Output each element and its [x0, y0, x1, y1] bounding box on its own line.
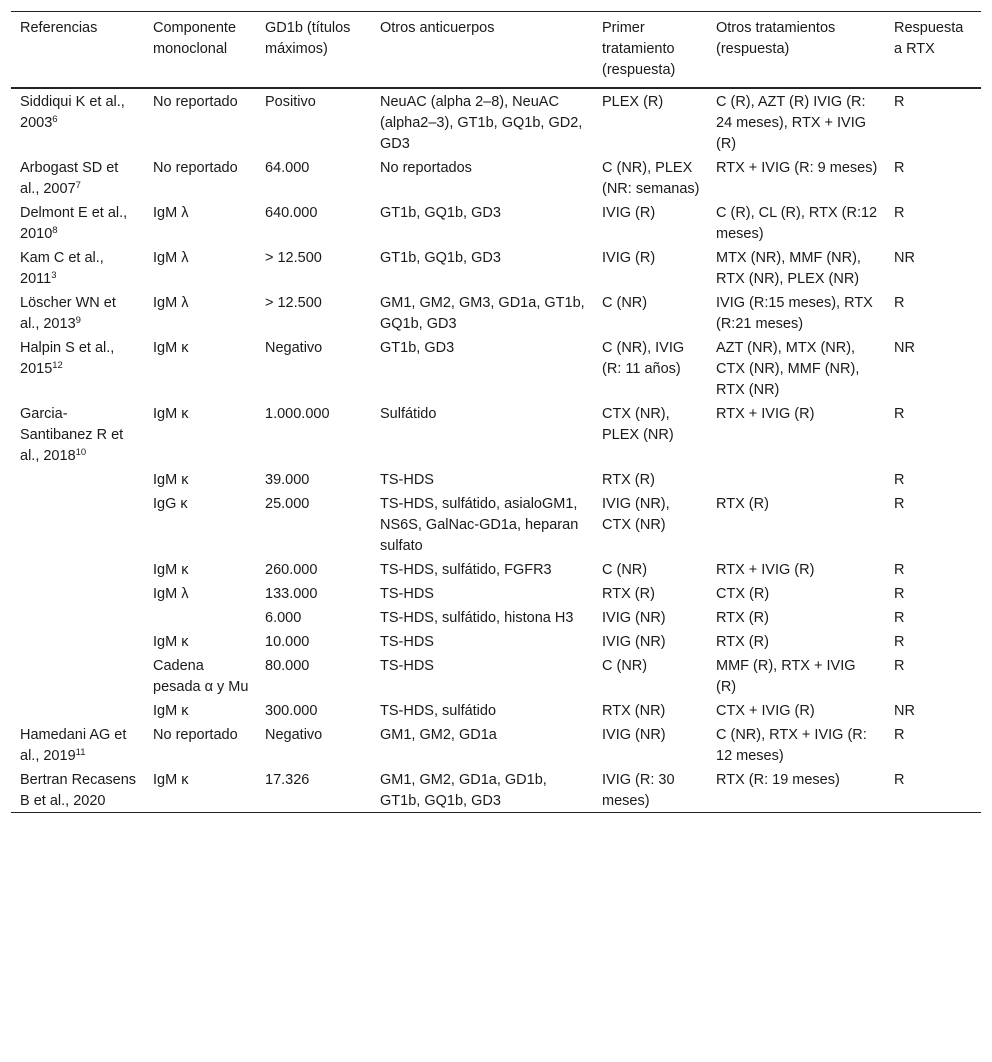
cell-referencia [11, 491, 144, 557]
cell-gd1b [256, 290, 371, 335]
cell-respuesta-rtx-text: NR [894, 250, 915, 266]
cell-primer-tratamiento [593, 335, 707, 401]
cell-otros-anticuerpos [371, 722, 593, 767]
cell-otros-tratamientos [707, 491, 885, 557]
cell-componente-text: IgM κ [153, 703, 189, 719]
table-row [11, 200, 981, 245]
cell-respuesta-rtx-text: R [894, 658, 905, 674]
cell-otros-anticuerpos-text: GM1, GM2, GD1a, GD1b, GT1b, GQ1b, GD3 [380, 772, 547, 809]
cell-otros-tratamientos [707, 581, 885, 605]
cell-referencia [11, 581, 144, 605]
header-componente: Componente monoclonal [153, 20, 237, 57]
cell-respuesta-rtx [885, 245, 981, 290]
cell-otros-anticuerpos-text: TS-HDS, sulfátido, asialoGM1, NS6S, GalNac-GD1a, heparan sulfato [380, 496, 579, 554]
cell-gd1b-text: 25.000 [265, 496, 310, 512]
cell-respuesta-rtx [885, 581, 981, 605]
cell-otros-anticuerpos-text: GM1, GM2, GM3, GD1a, GT1b, GQ1b, GD3 [380, 295, 585, 332]
cell-otros-tratamientos-text: CTX + IVIG (R) [716, 703, 815, 719]
cell-primer-tratamiento-text: C (NR) [602, 658, 648, 674]
table-row [11, 290, 981, 335]
cell-respuesta-rtx [885, 290, 981, 335]
cell-otros-anticuerpos-text: TS-HDS [380, 658, 434, 674]
cell-otros-tratamientos [707, 245, 885, 290]
cell-componente-text: No reportado [153, 727, 238, 743]
cell-gd1b [256, 581, 371, 605]
cell-respuesta-rtx [885, 401, 981, 467]
cell-respuesta-rtx [885, 155, 981, 200]
cell-otros-anticuerpos [371, 629, 593, 653]
cell-respuesta-rtx-text: R [894, 772, 905, 788]
cell-otros-tratamientos [707, 290, 885, 335]
cell-otros-tratamientos-text: C (R), AZT (R) IVIG (R: 24 meses), RTX + IVIG (R) [716, 94, 867, 152]
cell-primer-tratamiento [593, 401, 707, 467]
table-row [11, 722, 981, 767]
cell-referencia [11, 605, 144, 629]
cell-respuesta-rtx-text: R [894, 610, 905, 626]
cell-primer-tratamiento [593, 290, 707, 335]
cell-otros-anticuerpos-text: GT1b, GQ1b, GD3 [380, 205, 501, 221]
cell-referencia [11, 698, 144, 722]
cell-otros-tratamientos-text: C (NR), RTX + IVIG (R: 12 meses) [716, 727, 867, 764]
cell-otros-tratamientos-text: RTX + IVIG (R: 9 meses) [716, 160, 878, 176]
cell-gd1b-text: 260.000 [265, 562, 318, 578]
cell-primer-tratamiento-text: IVIG (R) [602, 250, 656, 266]
cell-gd1b-text: 10.000 [265, 634, 310, 650]
cell-respuesta-rtx [885, 557, 981, 581]
cell-gd1b-text: 17.326 [265, 772, 310, 788]
cell-otros-anticuerpos-text: No reportados [380, 160, 472, 176]
cell-otros-tratamientos-text: RTX (R) [716, 610, 769, 626]
cell-componente [144, 653, 256, 698]
cell-respuesta-rtx-text: R [894, 94, 905, 110]
references-table [11, 11, 981, 813]
cell-otros-anticuerpos [371, 335, 593, 401]
cell-respuesta-rtx-text: R [894, 586, 905, 602]
cell-respuesta-rtx [885, 698, 981, 722]
cell-gd1b-text: 640.000 [265, 205, 318, 221]
cell-gd1b [256, 605, 371, 629]
cell-otros-tratamientos [707, 335, 885, 401]
table-row [11, 557, 981, 581]
cell-respuesta-rtx-text: NR [894, 703, 915, 719]
cell-otros-anticuerpos-text: TS-HDS [380, 586, 434, 602]
cell-gd1b-text: Negativo [265, 727, 323, 743]
cell-respuesta-rtx [885, 200, 981, 245]
cell-otros-anticuerpos [371, 200, 593, 245]
cell-respuesta-rtx-text: R [894, 205, 905, 221]
cell-primer-tratamiento [593, 629, 707, 653]
cell-gd1b [256, 401, 371, 467]
cell-gd1b [256, 335, 371, 401]
reference-number: 7 [75, 180, 81, 191]
cell-gd1b-text: Positivo [265, 94, 316, 110]
cell-componente-text: No reportado [153, 160, 238, 176]
cell-primer-tratamiento-text: IVIG (R: 30 meses) [602, 772, 675, 809]
cell-primer-tratamiento [593, 557, 707, 581]
cell-otros-tratamientos [707, 88, 885, 155]
cell-gd1b-text: 6.000 [265, 610, 302, 626]
cell-referencia [11, 290, 144, 335]
cell-primer-tratamiento [593, 605, 707, 629]
cell-componente [144, 401, 256, 467]
cell-gd1b [256, 245, 371, 290]
cell-otros-anticuerpos-text: GT1b, GD3 [380, 340, 455, 356]
cell-componente [144, 335, 256, 401]
cell-otros-anticuerpos [371, 605, 593, 629]
cell-referencia-text: Löscher WN et al., 2013 [20, 295, 116, 332]
cell-otros-anticuerpos [371, 245, 593, 290]
cell-primer-tratamiento-text: IVIG (NR) [602, 727, 666, 743]
cell-gd1b [256, 722, 371, 767]
cell-otros-tratamientos [707, 557, 885, 581]
cell-respuesta-rtx [885, 629, 981, 653]
cell-otros-tratamientos-text: IVIG (R:15 meses), RTX (R:21 meses) [716, 295, 873, 332]
cell-otros-tratamientos-text: MTX (NR), MMF (NR), RTX (NR), PLEX (NR) [716, 250, 861, 287]
table-header [11, 12, 981, 89]
cell-primer-tratamiento-text: PLEX (R) [602, 94, 664, 110]
cell-referencia [11, 629, 144, 653]
cell-primer-tratamiento-text: C (NR) [602, 562, 648, 578]
cell-primer-tratamiento-text: IVIG (NR), CTX (NR) [602, 496, 670, 533]
cell-otros-anticuerpos-text: TS-HDS [380, 472, 434, 488]
table-row [11, 335, 981, 401]
cell-referencia-text: Halpin S et al., 2015 [20, 340, 115, 377]
cell-gd1b [256, 557, 371, 581]
cell-otros-anticuerpos-text: GM1, GM2, GD1a [380, 727, 497, 743]
cell-primer-tratamiento [593, 200, 707, 245]
cell-gd1b-text: 39.000 [265, 472, 310, 488]
cell-referencia-text: Kam C et al., 2011 [20, 250, 104, 287]
cell-otros-anticuerpos-text: TS-HDS, sulfátido, FGFR3 [380, 562, 552, 578]
table-row [11, 491, 981, 557]
cell-componente-text: IgM λ [153, 295, 189, 311]
table-row [11, 401, 981, 467]
reference-number: 10 [75, 447, 87, 458]
cell-respuesta-rtx [885, 722, 981, 767]
cell-componente [144, 88, 256, 155]
cell-otros-anticuerpos-text: GT1b, GQ1b, GD3 [380, 250, 501, 266]
cell-otros-tratamientos-text: RTX (R) [716, 634, 769, 650]
cell-referencia-text: Garcia-Santibanez R et al., 2018 [20, 406, 124, 464]
cell-componente [144, 698, 256, 722]
cell-primer-tratamiento-text: C (NR) [602, 295, 648, 311]
cell-gd1b-text: 64.000 [265, 160, 310, 176]
table-row [11, 629, 981, 653]
cell-referencia [11, 722, 144, 767]
cell-otros-tratamientos [707, 401, 885, 467]
cell-respuesta-rtx-text: R [894, 634, 905, 650]
table-row [11, 467, 981, 491]
cell-componente [144, 155, 256, 200]
cell-respuesta-rtx-text: R [894, 727, 905, 743]
cell-referencia [11, 467, 144, 491]
cell-componente-text: IgM κ [153, 772, 189, 788]
table-row [11, 88, 981, 155]
cell-respuesta-rtx [885, 767, 981, 813]
cell-referencia [11, 200, 144, 245]
cell-gd1b [256, 200, 371, 245]
cell-primer-tratamiento [593, 155, 707, 200]
cell-gd1b [256, 653, 371, 698]
cell-primer-tratamiento [593, 88, 707, 155]
cell-referencia-text: Bertran Recasens B et al., 2020 [20, 772, 137, 809]
reference-number: 6 [52, 114, 58, 125]
cell-otros-anticuerpos [371, 767, 593, 813]
cell-otros-anticuerpos-text: TS-HDS, sulfátido, histona H3 [380, 610, 574, 626]
cell-respuesta-rtx-text: R [894, 160, 905, 176]
cell-primer-tratamiento [593, 245, 707, 290]
reference-number: 3 [51, 270, 57, 281]
reference-number: 11 [75, 747, 86, 758]
cell-primer-tratamiento-text: CTX (NR), PLEX (NR) [602, 406, 674, 443]
cell-componente [144, 605, 256, 629]
cell-gd1b [256, 491, 371, 557]
reference-number: 9 [75, 315, 81, 326]
cell-otros-anticuerpos [371, 581, 593, 605]
cell-componente-text: IgM κ [153, 406, 189, 422]
cell-primer-tratamiento [593, 467, 707, 491]
cell-primer-tratamiento [593, 653, 707, 698]
cell-otros-tratamientos-text: AZT (NR), MTX (NR), CTX (NR), MMF (NR), RTX (NR) [716, 340, 860, 398]
cell-gd1b [256, 155, 371, 200]
table-row [11, 581, 981, 605]
cell-referencia [11, 767, 144, 813]
cell-otros-anticuerpos [371, 88, 593, 155]
header-otros-tratamientos: Otros tratamientos (respuesta) [716, 20, 836, 57]
cell-componente-text: IgM κ [153, 340, 189, 356]
cell-otros-tratamientos-text: RTX + IVIG (R) [716, 562, 815, 578]
cell-referencia [11, 401, 144, 467]
cell-otros-anticuerpos-text: TS-HDS, sulfátido [380, 703, 497, 719]
reference-number: 12 [52, 360, 63, 371]
cell-respuesta-rtx-text: R [894, 406, 905, 422]
cell-referencia-text: Hamedani AG et al., 2019 [20, 727, 127, 764]
cell-referencia [11, 245, 144, 290]
cell-respuesta-rtx-text: R [894, 295, 905, 311]
cell-gd1b-text: 300.000 [265, 703, 318, 719]
cell-primer-tratamiento [593, 491, 707, 557]
cell-respuesta-rtx [885, 467, 981, 491]
cell-componente [144, 722, 256, 767]
cell-componente-text: No reportado [153, 94, 238, 110]
cell-respuesta-rtx-text: NR [894, 340, 915, 356]
cell-referencia [11, 335, 144, 401]
cell-otros-tratamientos [707, 200, 885, 245]
cell-otros-tratamientos [707, 722, 885, 767]
cell-otros-tratamientos-text: RTX (R: 19 meses) [716, 772, 840, 788]
cell-componente [144, 557, 256, 581]
cell-componente-text: IgM λ [153, 586, 189, 602]
cell-respuesta-rtx-text: R [894, 496, 905, 512]
cell-componente [144, 245, 256, 290]
table-row [11, 767, 981, 813]
cell-otros-anticuerpos [371, 653, 593, 698]
cell-componente [144, 767, 256, 813]
cell-componente [144, 290, 256, 335]
cell-otros-tratamientos [707, 605, 885, 629]
cell-otros-anticuerpos [371, 155, 593, 200]
table-row [11, 653, 981, 698]
header-referencias: Referencias [20, 20, 98, 36]
cell-primer-tratamiento-text: C (NR), PLEX (NR: semanas) [602, 160, 700, 197]
cell-otros-anticuerpos [371, 290, 593, 335]
header-row [11, 12, 981, 89]
cell-otros-tratamientos [707, 698, 885, 722]
cell-primer-tratamiento [593, 698, 707, 722]
cell-componente [144, 629, 256, 653]
cell-otros-anticuerpos-text: NeuAC (alpha 2–8), NeuAC (alpha2–3), GT1b, GQ1b, GD2, GD3 [380, 94, 583, 152]
cell-otros-anticuerpos [371, 698, 593, 722]
cell-gd1b-text: > 12.500 [265, 295, 322, 311]
cell-primer-tratamiento-text: RTX (R) [602, 586, 655, 602]
cell-otros-anticuerpos [371, 557, 593, 581]
cell-referencia-text: Delmont E et al., 2010 [20, 205, 128, 242]
table-row [11, 245, 981, 290]
cell-componente [144, 581, 256, 605]
cell-primer-tratamiento [593, 767, 707, 813]
header-otros-anticuerpos: Otros anticuerpos [380, 20, 495, 36]
cell-respuesta-rtx-text: R [894, 472, 905, 488]
cell-gd1b [256, 698, 371, 722]
cell-otros-tratamientos [707, 767, 885, 813]
cell-componente-text: IgM λ [153, 250, 189, 266]
header-respuesta-rtx: Respuesta a RTX [894, 20, 964, 57]
cell-componente-text: IgM κ [153, 634, 189, 650]
cell-componente-text: IgM κ [153, 562, 189, 578]
cell-referencia-text: Siddiqui K et al., 2003 [20, 94, 125, 131]
cell-otros-tratamientos-text: C (R), CL (R), RTX (R:12 meses) [716, 205, 878, 242]
cell-componente [144, 491, 256, 557]
cell-otros-tratamientos [707, 629, 885, 653]
cell-componente-text: IgM κ [153, 472, 189, 488]
cell-otros-tratamientos-text: MMF (R), RTX + IVIG (R) [716, 658, 856, 695]
cell-respuesta-rtx [885, 491, 981, 557]
cell-otros-tratamientos [707, 155, 885, 200]
cell-primer-tratamiento-text: IVIG (R) [602, 205, 656, 221]
cell-referencia [11, 557, 144, 581]
cell-gd1b [256, 629, 371, 653]
cell-primer-tratamiento [593, 581, 707, 605]
cell-respuesta-rtx [885, 605, 981, 629]
cell-otros-tratamientos [707, 653, 885, 698]
cell-otros-tratamientos [707, 467, 885, 491]
cell-respuesta-rtx [885, 335, 981, 401]
reference-number: 8 [52, 225, 58, 236]
cell-gd1b [256, 88, 371, 155]
cell-gd1b-text: 133.000 [265, 586, 318, 602]
table-row [11, 698, 981, 722]
cell-respuesta-rtx [885, 88, 981, 155]
cell-primer-tratamiento-text: IVIG (NR) [602, 634, 666, 650]
cell-otros-tratamientos-text: RTX (R) [716, 496, 769, 512]
cell-gd1b-text: 80.000 [265, 658, 310, 674]
cell-primer-tratamiento-text: IVIG (NR) [602, 610, 666, 626]
header-primer-tratamiento: Primer tratamiento (respuesta) [602, 20, 676, 78]
cell-gd1b-text: > 12.500 [265, 250, 322, 266]
cell-referencia [11, 88, 144, 155]
cell-gd1b [256, 767, 371, 813]
cell-respuesta-rtx-text: R [894, 562, 905, 578]
cell-primer-tratamiento [593, 722, 707, 767]
cell-referencia [11, 653, 144, 698]
cell-componente-text: Cadena pesada α y Mu [153, 658, 249, 695]
cell-gd1b-text: 1.000.000 [265, 406, 330, 422]
table-row [11, 155, 981, 200]
cell-otros-anticuerpos [371, 491, 593, 557]
cell-primer-tratamiento-text: RTX (R) [602, 472, 655, 488]
cell-gd1b [256, 467, 371, 491]
cell-otros-anticuerpos-text: TS-HDS [380, 634, 434, 650]
table-body [11, 88, 981, 813]
cell-componente-text: IgM λ [153, 205, 189, 221]
cell-referencia [11, 155, 144, 200]
table-row [11, 605, 981, 629]
header-gd1b: GD1b (títulos máximos) [265, 20, 351, 57]
cell-gd1b-text: Negativo [265, 340, 323, 356]
cell-otros-tratamientos-text: RTX + IVIG (R) [716, 406, 815, 422]
cell-otros-anticuerpos [371, 467, 593, 491]
cell-otros-tratamientos-text: CTX (R) [716, 586, 770, 602]
cell-primer-tratamiento-text: C (NR), IVIG (R: 11 años) [602, 340, 685, 377]
cell-componente-text: IgG κ [153, 496, 188, 512]
cell-otros-anticuerpos-text: Sulfátido [380, 406, 437, 422]
cell-componente [144, 200, 256, 245]
cell-otros-anticuerpos [371, 401, 593, 467]
cell-respuesta-rtx [885, 653, 981, 698]
cell-primer-tratamiento-text: RTX (NR) [602, 703, 666, 719]
cell-referencia-text: Arbogast SD et al., 2007 [20, 160, 119, 197]
cell-componente [144, 467, 256, 491]
